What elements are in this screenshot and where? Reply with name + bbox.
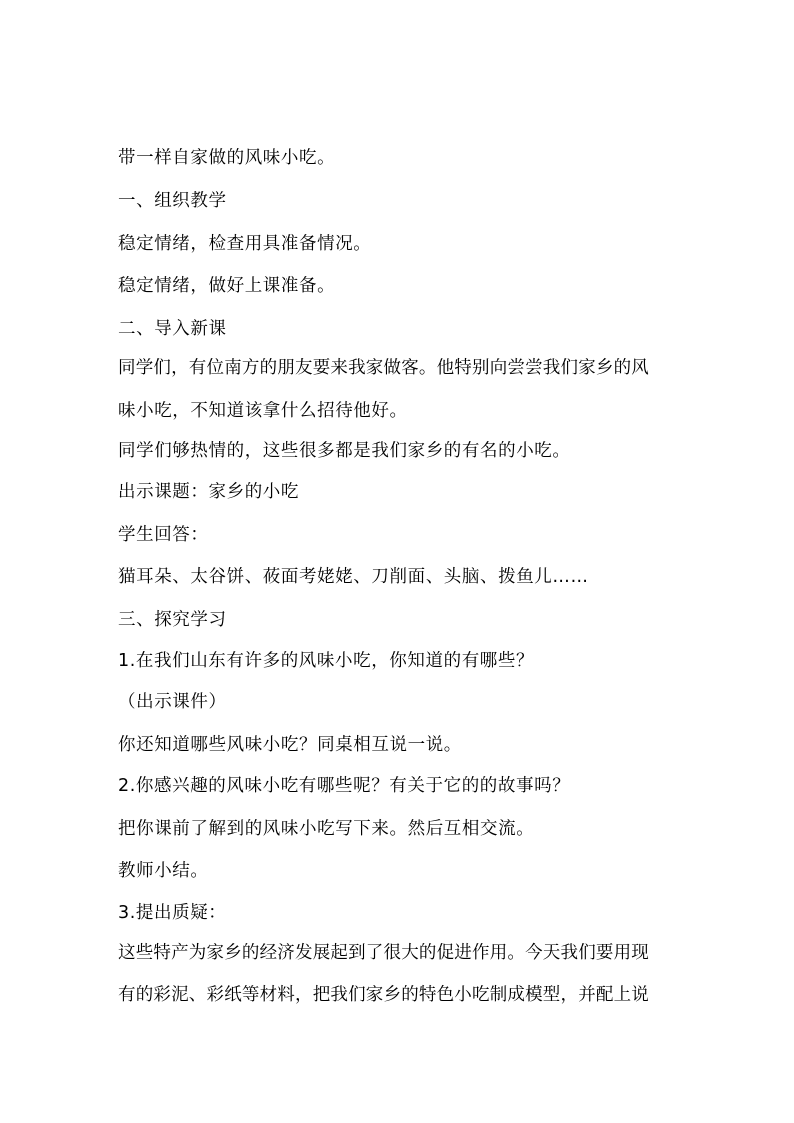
text-line-15: 你还知道哪些风味小吃？同桌相互说一说。 [118,735,462,755]
text-line-17: 把你课前了解到的风味小吃写下来。然后互相交流。 [118,819,535,839]
text-line-1: 带一样自家做的风味小吃。 [118,148,336,168]
text-line-7: 味小吃，不知道该拿什么招待他好。 [118,401,408,421]
text-line-20: 这些特产为家乡的经济发展起到了很大的促进作用。今天我们要用现 [118,943,649,963]
section-heading-3: 三、探究学习 [118,610,227,630]
text-line-19: 3.提出质疑： [118,903,227,923]
text-line-21: 有的彩泥、彩纸等材料，把我们家乡的特色小吃制成模型，并配上说 [118,985,649,1005]
text-line-6: 同学们，有位南方的朋友要来我家做客。他特别向尝尝我们家乡的风 [118,358,649,378]
text-line-11: 猫耳朵、太谷饼、莜面考姥姥、刀削面、头脑、拨鱼儿…… [118,567,589,587]
section-heading-2: 二、导入新课 [118,319,227,339]
text-line-13: 1.在我们山东有许多的风味小吃，你知道的有哪些？ [118,651,535,671]
text-line-8: 同学们够热情的，这些很多都是我们家乡的有名的小吃。 [118,441,571,461]
text-line-3: 稳定情绪，检查用具准备情况。 [118,234,372,254]
text-line-14: （出示课件） [118,692,227,712]
text-line-4: 稳定情绪，做好上课准备。 [118,276,336,296]
text-line-18: 教师小结。 [118,861,209,881]
text-line-10: 学生回答： [118,525,209,545]
section-heading-1: 一、组织教学 [118,191,227,211]
text-line-9: 出示课题：家乡的小吃 [118,482,299,502]
text-line-16: 2.你感兴趣的风味小吃有哪些呢？有关于它的的故事吗？ [118,776,571,796]
